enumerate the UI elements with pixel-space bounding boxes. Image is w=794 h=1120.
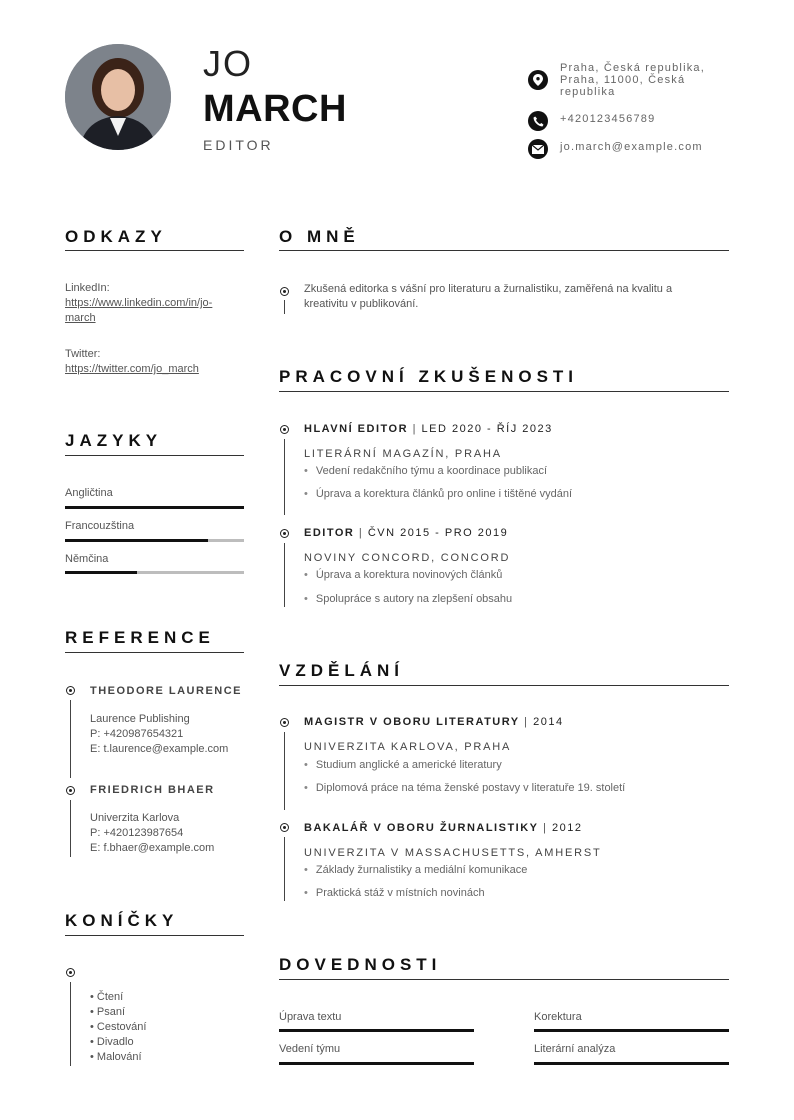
envelope-icon — [528, 139, 548, 159]
section-title-reference: REFERENCE — [65, 628, 215, 647]
education-year: 2012 — [551, 822, 583, 834]
link-item-twitter — [65, 347, 245, 377]
job-bullet: • Vedení redakčního týmu a koordinace publikací — [304, 465, 547, 477]
section-title-o-mne: O MNĚ — [279, 227, 360, 246]
skill-bar — [534, 1062, 729, 1065]
section-title-dovednosti: DOVEDNOSTI — [279, 955, 442, 974]
timeline-line — [284, 439, 285, 515]
job-company: LITERÁRNÍ MAGAZÍN, PRAHA — [304, 448, 502, 460]
job-bullet: • Úprava a korektura článků pro online i tištěné vydání — [304, 488, 572, 500]
job-title: EDITOR — [203, 137, 274, 153]
skill-bar — [279, 1029, 474, 1032]
timeline-line — [70, 800, 71, 857]
timeline-line — [284, 837, 285, 901]
hobbies-list — [90, 990, 146, 1065]
separator: | — [543, 822, 548, 834]
skill-level — [279, 1062, 474, 1065]
first-name: JO — [203, 43, 254, 84]
reference-name: THEODORE LAURENCE — [90, 685, 243, 697]
job-role: EDITOR — [304, 527, 355, 539]
job-role: HLAVNÍ EDITOR — [304, 423, 409, 435]
hobby-item: • Cestování — [90, 1021, 147, 1033]
reference-name: FRIEDRICH BHAER — [90, 784, 215, 796]
education-year: 2014 — [533, 716, 564, 728]
language-level — [65, 539, 208, 542]
timeline-line — [284, 300, 285, 314]
section-divider — [279, 979, 729, 980]
skill-name: Literární analýza — [534, 1043, 616, 1055]
education-school: UNIVERZITA KARLOVA, PRAHA — [304, 741, 512, 753]
reference-details — [90, 811, 214, 856]
phone-icon — [528, 111, 548, 131]
job-bullet: • Spolupráce s autory na zlepšení obsahu — [304, 593, 512, 605]
timeline-marker — [280, 718, 289, 727]
twitter-link[interactable]: https://twitter.com/jo_march — [65, 363, 199, 375]
timeline-marker — [280, 529, 289, 538]
language-name: Angličtina — [65, 487, 113, 499]
timeline-marker — [280, 425, 289, 434]
section-title-odkazy: ODKAZY — [65, 227, 167, 246]
timeline-marker — [280, 287, 289, 296]
timeline-marker — [66, 968, 75, 977]
address-line: Praha, 11000, Česká — [560, 74, 686, 86]
location-pin-icon — [528, 70, 548, 90]
reference-details — [90, 712, 228, 757]
timeline-line — [70, 982, 71, 1066]
separator: | — [524, 716, 529, 728]
timeline-line — [284, 732, 285, 810]
job-period: ČVN 2015 - PRO 2019 — [367, 527, 509, 539]
education-heading — [304, 716, 564, 728]
hobby-item: • Malování — [90, 1051, 142, 1063]
section-title-jazyky: JAZYKY — [65, 431, 163, 450]
reference-email: E: t.laurence@example.com — [90, 743, 229, 755]
language-level — [65, 506, 244, 509]
language-level — [65, 571, 137, 574]
about-text — [304, 282, 734, 312]
skill-name: Korektura — [534, 1011, 582, 1023]
reference-phone: P: +420987654321 — [90, 728, 184, 740]
phone-number: +420123456789 — [560, 113, 656, 125]
last-name: MARCH — [203, 88, 347, 130]
section-divider — [279, 391, 729, 392]
education-degree: BAKALÁŘ V OBORU ŽURNALISTIKY — [304, 822, 539, 834]
portrait-image — [65, 44, 171, 150]
education-degree: MAGISTR V OBORU LITERATURY — [304, 716, 520, 728]
skill-name: Úprava textu — [279, 1011, 342, 1023]
skill-level — [534, 1062, 729, 1065]
reference-email: E: f.bhaer@example.com — [90, 842, 215, 854]
reference-phone: P: +420123987654 — [90, 827, 184, 839]
timeline-marker — [280, 823, 289, 832]
job-bullet: • Úprava a korektura novinových článků — [304, 569, 502, 581]
timeline-line — [284, 543, 285, 607]
section-divider — [279, 250, 729, 251]
about-line: kreativitu v publikování. — [304, 298, 419, 310]
timeline-marker — [66, 686, 75, 695]
about-line: Zkušená editorka s vášní pro literaturu a žurnalistiku, zaměřená na kvalitu a — [304, 283, 673, 295]
skill-level — [534, 1029, 729, 1032]
language-bar — [65, 539, 244, 542]
hobby-item: • Psaní — [90, 1006, 126, 1018]
hobby-item: • Divadlo — [90, 1036, 134, 1048]
skill-bar — [534, 1029, 729, 1032]
language-bar — [65, 571, 244, 574]
timeline-line — [70, 700, 71, 778]
language-bar — [65, 506, 244, 509]
skill-bar — [279, 1062, 474, 1065]
reference-company: Univerzita Karlova — [90, 812, 180, 824]
job-company: NOVINY CONCORD, CONCORD — [304, 552, 511, 564]
skill-level — [279, 1029, 474, 1032]
section-divider — [65, 250, 244, 251]
job-heading — [304, 423, 553, 435]
section-divider — [279, 685, 729, 686]
job-period: LED 2020 - ŘÍJ 2023 — [421, 423, 553, 435]
section-title-vzdelani: VZDĚLÁNÍ — [279, 661, 404, 680]
section-title-prace: PRACOVNÍ ZKUŠENOSTI — [279, 367, 579, 386]
job-heading — [304, 527, 508, 539]
address-line: republika — [560, 86, 616, 98]
education-school: UNIVERZITA V MASSACHUSETTS, AMHERST — [304, 847, 602, 859]
email-link[interactable]: jo.march@example.com — [560, 141, 703, 153]
hobby-item: • Čtení — [90, 991, 124, 1003]
section-divider — [65, 652, 244, 653]
education-bullet: • Základy žurnalistiky a mediální komunikace — [304, 864, 527, 876]
linkedin-link[interactable]: https://www.linkedin.com/in/jo- march — [65, 297, 213, 324]
separator: | — [358, 527, 364, 539]
separator: | — [412, 423, 417, 435]
timeline-marker — [66, 786, 75, 795]
address-line: Praha, Česká republika, — [560, 62, 705, 74]
language-name: Francouzština — [65, 520, 135, 532]
education-bullet: • Diplomová práce na téma ženské postavy v literatuře 19. století — [304, 782, 625, 794]
education-bullet: • Studium anglické a americké literatury — [304, 759, 502, 771]
address — [560, 62, 705, 98]
reference-company: Laurence Publishing — [90, 713, 190, 725]
language-name: Němčina — [65, 553, 109, 565]
skill-name: Vedení týmu — [279, 1043, 341, 1055]
section-divider — [65, 455, 244, 456]
link-item-linkedin — [65, 281, 245, 326]
education-heading — [304, 822, 582, 834]
section-title-konicky: KONÍČKY — [65, 911, 179, 930]
section-divider — [65, 935, 244, 936]
education-bullet: • Praktická stáž v místních novinách — [304, 887, 485, 899]
link-label: Twitter: — [65, 348, 101, 360]
link-label: LinkedIn: — [65, 282, 110, 294]
profile-photo — [65, 44, 171, 150]
